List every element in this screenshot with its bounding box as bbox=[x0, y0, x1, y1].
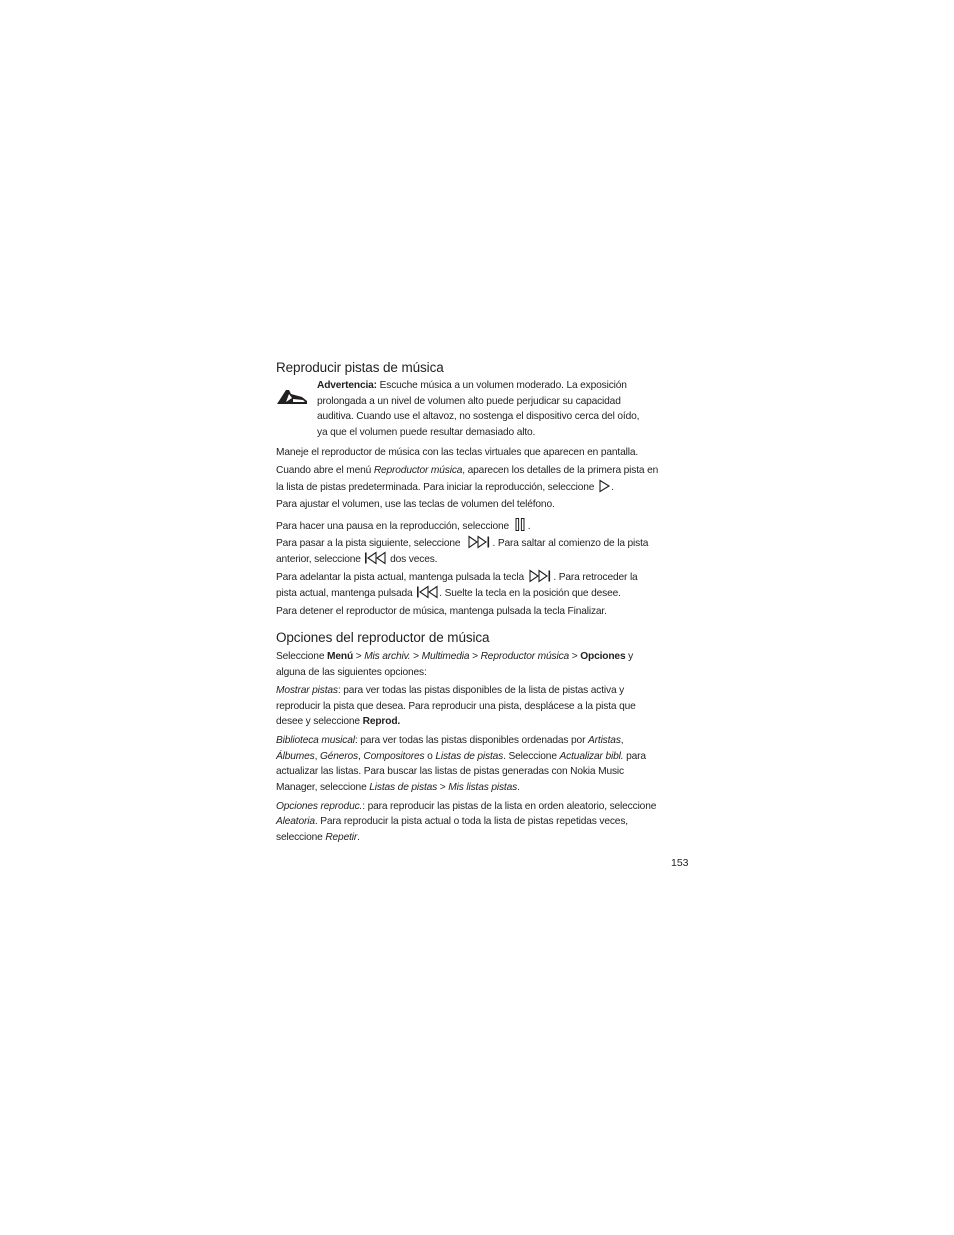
warning-line-2: prolongada a un nivel de volumen alto puede perjudicar su capacidad bbox=[317, 396, 621, 407]
option-biblioteca-2: Álbumes, Géneros, Compositores o Listas de pistas. Seleccione Actualizar bibl. para bbox=[276, 751, 646, 762]
paragraph-open-menu-2: la lista de pistas predeterminada. Para iniciar la reproducción, seleccione . bbox=[276, 479, 688, 496]
previous-track-icon bbox=[363, 551, 387, 565]
warning-line-3: auditiva. Cuando use el altavoz, no sostenga el dispositivo cerca del oído, bbox=[317, 411, 640, 422]
paragraph-select-menu-2: alguna de las siguientes opciones: bbox=[276, 667, 427, 678]
option-biblioteca: Biblioteca musical: para ver todas las pistas disponibles ordenadas por Artistas, bbox=[276, 735, 624, 746]
pause-icon bbox=[512, 517, 528, 532]
option-mostrar-pistas-2: reproducir la pista que desea. Para reproducir una pista, desplácese a la pista que bbox=[276, 701, 636, 712]
play-icon bbox=[597, 479, 611, 493]
paragraph-next-track: Para pasar a la pista siguiente, seleccione . Para saltar al comienzo de la pista bbox=[276, 535, 688, 552]
fast-forward-icon bbox=[529, 569, 553, 583]
option-biblioteca-3: actualizar las listas. Para buscar las listas de pistas generadas con Nokia Music bbox=[276, 766, 624, 777]
paragraph-select-menu: Seleccione Menú > Mis archiv. > Multimedia > Reproductor música > Opciones y bbox=[276, 651, 634, 662]
option-mostrar-pistas-3: desee y seleccione Reprod. bbox=[276, 716, 401, 727]
paragraph-stop: Para detener el reproductor de música, mantenga pulsada la tecla Finalizar. bbox=[276, 606, 607, 617]
section-title-opciones: Opciones del reproductor de música bbox=[276, 630, 490, 645]
warning-line-1: Advertencia: Escuche música a un volumen moderado. La exposición bbox=[317, 380, 627, 391]
option-opciones-reproduc-3: seleccione Repetir. bbox=[276, 832, 360, 843]
page-number: 153 bbox=[671, 857, 689, 869]
warning-line-4: ya que el volumen puede resultar demasiado alto. bbox=[317, 427, 536, 438]
paragraph-volume: Para ajustar el volumen, use las teclas de volumen del teléfono. bbox=[276, 499, 555, 510]
paragraph-pause: Para hacer una pausa en la reproducción, seleccione . bbox=[276, 517, 688, 535]
paragraph-fast-forward: Para adelantar la pista actual, mantenga pulsada la tecla . Para retroceder la bbox=[276, 569, 688, 586]
option-biblioteca-4: Manager, seleccione Listas de pistas > Mis listas pistas. bbox=[276, 782, 520, 793]
section-title-reproducir: Reproducir pistas de música bbox=[276, 360, 444, 375]
option-opciones-reproduc-2: Aleatoria. Para reproducir la pista actual o toda la lista de pistas repetidas veces, bbox=[276, 816, 628, 827]
paragraph-next-track-2: anterior, seleccione dos veces. bbox=[276, 551, 688, 568]
paragraph-manage: Maneje el reproductor de música con las teclas virtuales que aparecen en pantalla. bbox=[276, 447, 639, 458]
option-opciones-reproduc: Opciones reproduc.: para reproducir las pistas de la lista en orden aleatorio, seleccione bbox=[276, 801, 657, 812]
warning-hand-icon bbox=[276, 388, 308, 406]
rewind-icon bbox=[415, 585, 439, 599]
next-track-icon bbox=[468, 535, 492, 549]
paragraph-open-menu: Cuando abre el menú Reproductor música, aparecen los detalles de la primera pista en bbox=[276, 465, 659, 476]
paragraph-fast-forward-2: pista actual, mantenga pulsada . Suelte la tecla en la posición que desee. bbox=[276, 585, 688, 602]
option-mostrar-pistas: Mostrar pistas: para ver todas las pistas disponibles de la lista de pistas activa y bbox=[276, 685, 625, 696]
